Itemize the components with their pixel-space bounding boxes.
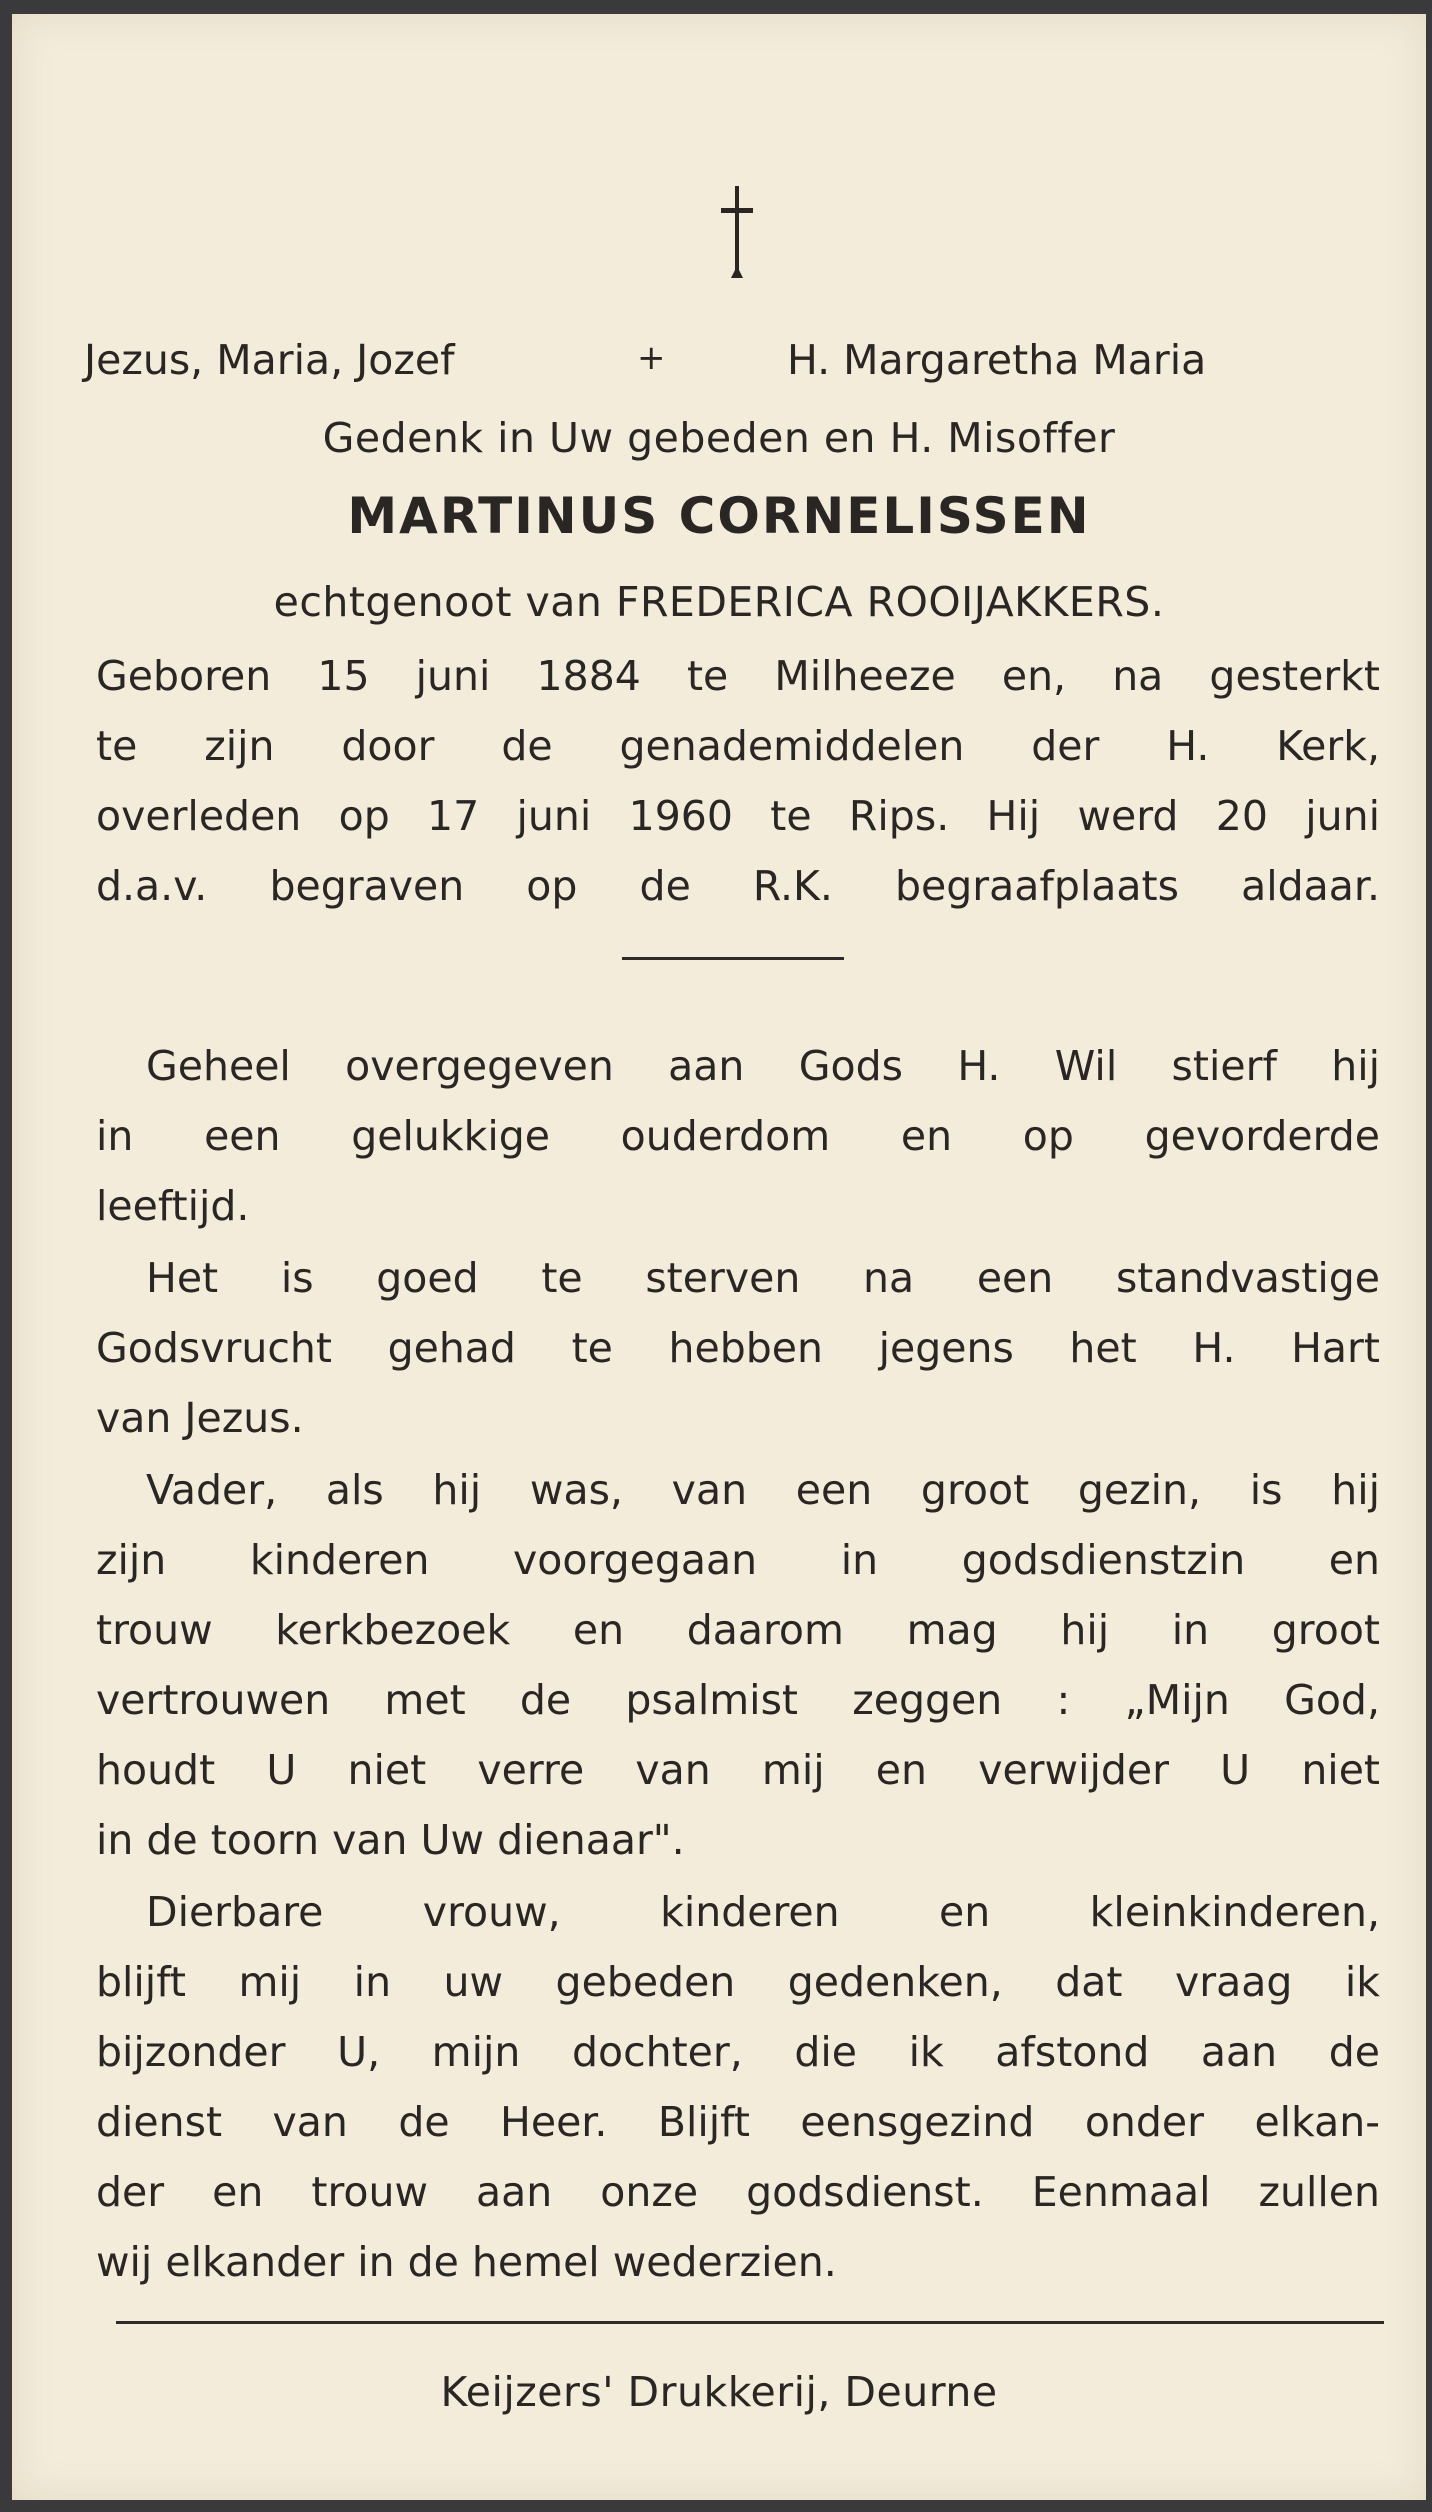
header-left: Jezus, Maria, Jozef bbox=[84, 336, 455, 384]
paragraph-line: Godsvrucht gehad te hebben jegens het H. Hart bbox=[96, 1324, 1380, 1372]
paragraph-line: in de toorn van Uw dienaar". bbox=[96, 1816, 685, 1864]
intro-line: Gedenk in Uw gebeden en H. Misoffer bbox=[322, 414, 1116, 462]
memorial-card bbox=[12, 14, 1426, 2500]
paragraph-line: in een gelukkige ouderdom en op gevorderde bbox=[96, 1112, 1380, 1160]
footer-divider bbox=[116, 2321, 1384, 2324]
divider bbox=[622, 957, 844, 960]
biography-line: Geboren 15 juni 1884 te Milheeze en, na gesterkt bbox=[96, 652, 1380, 700]
biography-line: d.a.v. begraven op de R.K. begraafplaats aldaar. bbox=[96, 862, 1380, 910]
header-right: H. Margaretha Maria bbox=[787, 336, 1207, 384]
header-row bbox=[12, 334, 1426, 390]
biography-line: overleden op 17 juni 1960 te Rips. Hij werd 20 juni bbox=[96, 792, 1380, 840]
paragraph-line: leeftijd. bbox=[96, 1182, 250, 1230]
paragraph-line: Dierbare vrouw, kinderen en kleinkinderen, bbox=[146, 1888, 1380, 1936]
paragraph-line: trouw kerkbezoek en daarom mag hij in groot bbox=[96, 1606, 1380, 1654]
deceased-name: MARTINUS CORNELISSEN bbox=[347, 487, 1091, 545]
spouse-line: echtgenoot van FREDERICA ROOIJAKKERS. bbox=[273, 578, 1165, 626]
paragraph-line: der en trouw aan onze godsdienst. Eenmaal zullen bbox=[96, 2168, 1380, 2216]
paragraph-line: houdt U niet verre van mij en verwijder U niet bbox=[96, 1746, 1380, 1794]
paragraph-line: wij elkander in de hemel wederzien. bbox=[96, 2238, 837, 2286]
printer-credit: Keijzers' Drukkerij, Deurne bbox=[440, 2368, 998, 2416]
separator-cross-icon: + bbox=[637, 338, 666, 378]
paragraph-line: blijft mij in uw gebeden gedenken, dat vraag ik bbox=[96, 1958, 1380, 2006]
paragraph-line: Vader, als hij was, van een groot gezin, is hij bbox=[146, 1466, 1380, 1514]
paragraph-line: dienst van de Heer. Blijft eensgezind onder elkan- bbox=[96, 2098, 1380, 2146]
cross-icon bbox=[717, 182, 757, 282]
paragraph-line: Het is goed te sterven na een standvastige bbox=[146, 1254, 1380, 1302]
paragraph-line: Geheel overgegeven aan Gods H. Wil stierf hij bbox=[146, 1042, 1380, 1090]
paragraph-line: van Jezus. bbox=[96, 1394, 304, 1442]
biography-line: te zijn door de genademiddelen der H. Kerk, bbox=[96, 722, 1380, 770]
paragraph-line: zijn kinderen voorgegaan in godsdienstzin en bbox=[96, 1536, 1380, 1584]
paragraph-line: vertrouwen met de psalmist zeggen : „Mijn God, bbox=[96, 1676, 1380, 1724]
paragraph-line: bijzonder U, mijn dochter, die ik afstond aan de bbox=[96, 2028, 1380, 2076]
